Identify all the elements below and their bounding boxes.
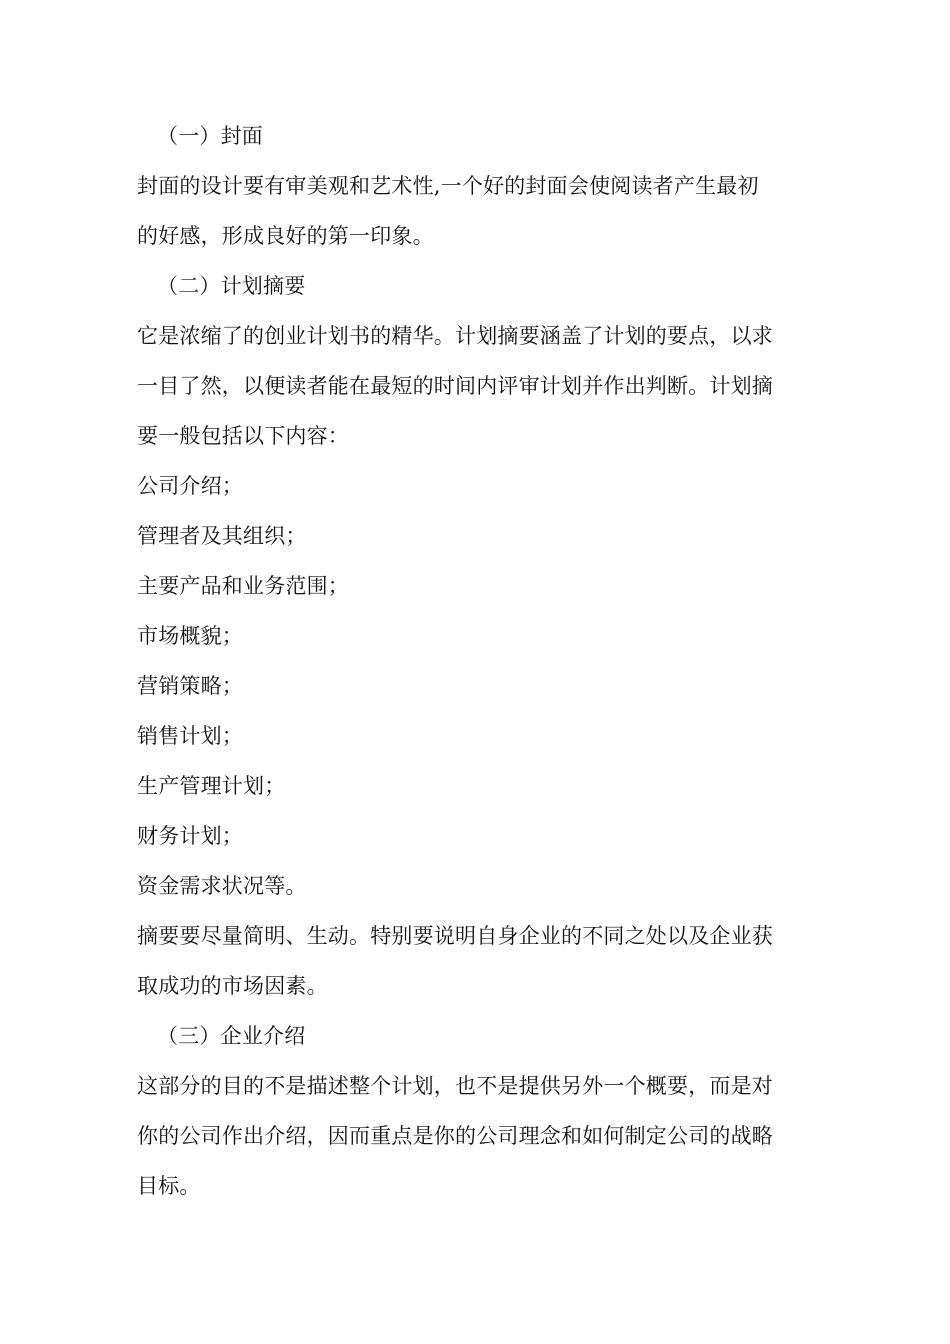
list-item: 主要产品和业务范围； [137,574,349,598]
document-body [137,111,809,1211]
section-heading-summary: （二）计划摘要 [157,274,306,298]
paragraph-line: 封面的设计要有审美观和艺术性,一个好的封面会使阅读者产生最初 [137,174,759,198]
list-item: 销售计划； [137,724,243,748]
paragraph-line: 的好感，形成良好的第一印象。 [137,224,434,248]
paragraph-line: 目标。 [137,1174,201,1198]
paragraph-line: 你的公司作出介绍，因而重点是你的公司理念和如何制定公司的战略 [137,1124,773,1148]
list-item: 财务计划； [137,824,243,848]
list-item: 营销策略； [137,674,243,698]
section-heading-cover: （一）封面 [157,124,263,148]
paragraph-line: 它是浓缩了的创业计划书的精华。计划摘要涵盖了计划的要点，以求 [137,324,773,348]
section-heading-company: （三）企业介绍 [157,1024,306,1048]
paragraph-line: 一目了然，以便读者能在最短的时间内评审计划并作出判断。计划摘 [137,374,773,398]
list-item: 公司介绍； [137,474,243,498]
paragraph-line: 摘要要尽量简明、生动。特别要说明自身企业的不同之处以及企业获 [137,924,773,948]
list-item: 生产管理计划； [137,774,286,798]
list-item: 市场概貌； [137,624,243,648]
paragraph-line: 取成功的市场因素。 [137,974,328,998]
list-item: 资金需求状况等。 [137,874,307,898]
paragraph-line: 要一般包括以下内容： [137,424,349,448]
list-item: 管理者及其组织； [137,524,307,548]
paragraph-line: 这部分的目的不是描述整个计划，也不是提供另外一个概要，而是对 [137,1074,773,1098]
